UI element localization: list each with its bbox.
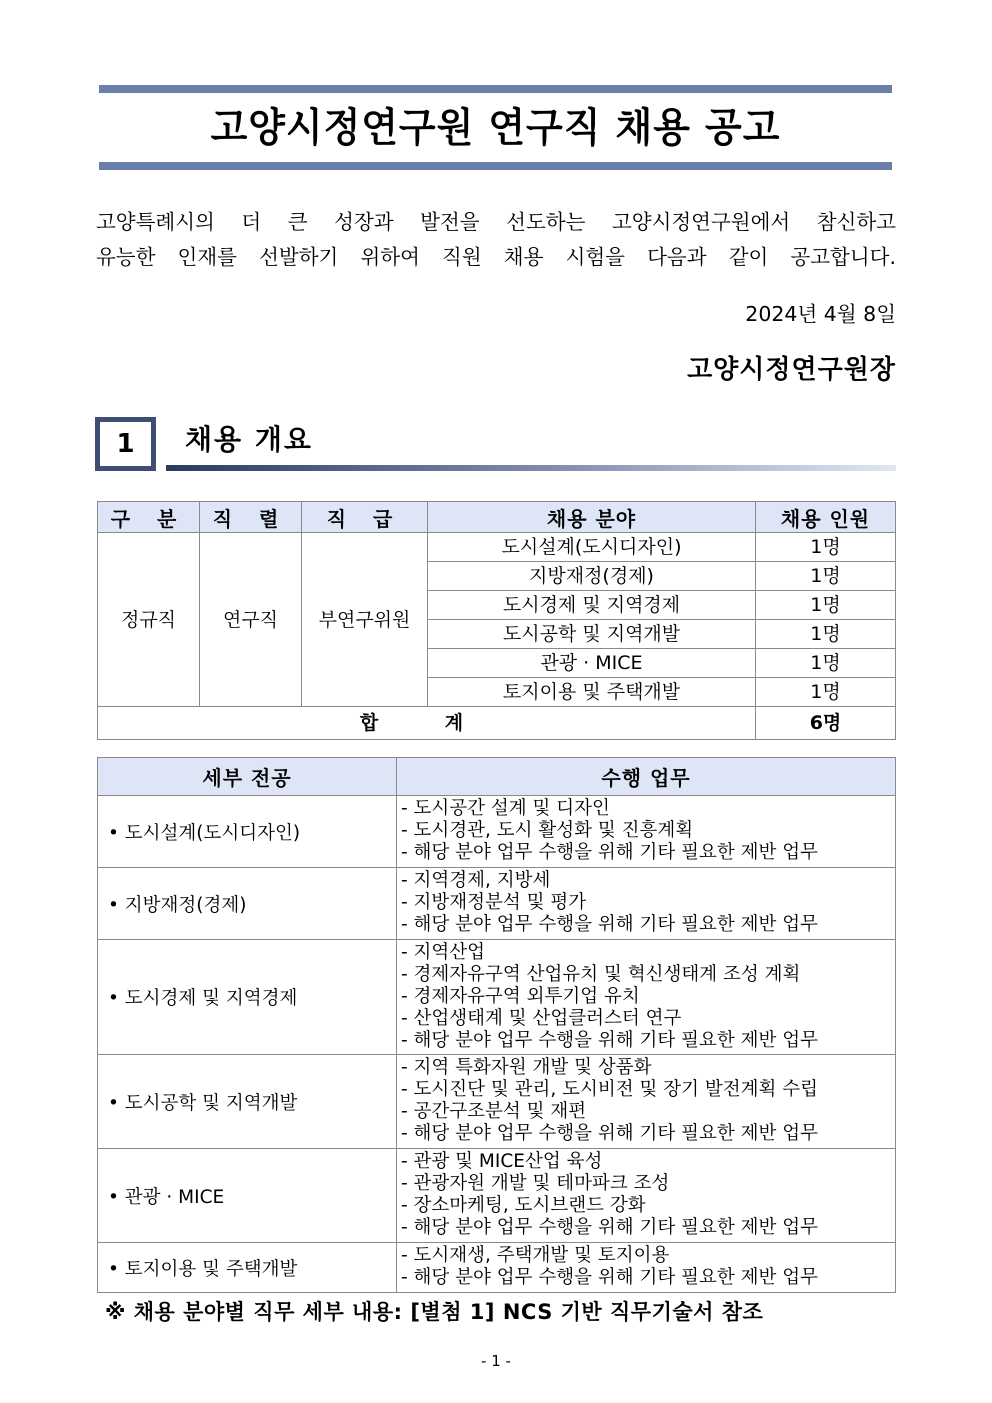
count-cell: 1명 [756, 591, 896, 620]
table-row [98, 1243, 896, 1293]
document-title: 고양시정연구원 연구직 채용 공고 [210, 105, 781, 151]
intro-line-1: 고양특례시의 더 큰 성장과 발전을 선도하는 고양시정연구원에서 참신하고 [96, 210, 896, 234]
page-number: - 1 - [481, 1352, 511, 1370]
duty-item: - 해당 분야 업무 수행을 위해 기타 필요한 제반 업무 [401, 1030, 819, 1051]
duty-item: - 지역 특화자원 개발 및 상품화 [401, 1057, 652, 1078]
total-row [98, 707, 896, 740]
total-count: 6명 [756, 707, 896, 740]
count-cell: 1명 [756, 649, 896, 678]
duty-item: - 도시진단 및 관리, 도시비전 및 장기 발전계획 수립 [401, 1079, 819, 1100]
table-row [98, 796, 896, 868]
header-major: 세부 전공 [98, 758, 397, 796]
section-underline [166, 465, 896, 471]
header-duties: 수행 업무 [397, 758, 896, 796]
overview-header-row [98, 502, 896, 533]
duty-item: - 지방재정분석 및 평가 [401, 892, 587, 913]
count-cell: 1명 [756, 678, 896, 707]
duty-item: - 공간구조분석 및 재편 [401, 1101, 587, 1122]
duty-item: - 경제자유구역 산업유치 및 혁신생태계 조성 계획 [401, 964, 801, 985]
duty-item: - 지역산업 [401, 942, 486, 963]
field-cell: 관광 · MICE [428, 649, 756, 678]
section-title: 채용 개요 [185, 423, 313, 456]
major-cell: • 도시설계(도시디자인) [98, 796, 397, 868]
duty-item: - 경제자유구역 외투기업 유치 [401, 986, 640, 1007]
duty-item: - 해당 분야 업무 수행을 위해 기타 필요한 제반 업무 [401, 1217, 819, 1238]
announcement-date: 2024년 4월 8일 [745, 302, 896, 326]
major-cell: • 관광 · MICE [98, 1149, 397, 1243]
field-cell: 도시경제 및 지역경제 [428, 591, 756, 620]
table-row [98, 533, 896, 562]
duties-cell [397, 1055, 896, 1149]
header-series: 직 렬 [200, 502, 302, 533]
signer: 고양시정연구원장 [687, 355, 896, 385]
job-series: 연구직 [200, 533, 302, 707]
duties-cell [397, 1243, 896, 1293]
duties-cell [397, 940, 896, 1055]
duty-item: - 지역경제, 지방세 [401, 870, 551, 891]
duty-item: - 해당 분야 업무 수행을 위해 기타 필요한 제반 업무 [401, 1267, 819, 1288]
field-cell: 지방재정(경제) [428, 562, 756, 591]
duty-table [97, 757, 896, 1293]
duty-item: - 도시공간 설계 및 디자인 [401, 798, 610, 819]
major-cell: • 토지이용 및 주택개발 [98, 1243, 397, 1293]
total-label: 합 계 [98, 707, 756, 740]
major-cell: • 도시공학 및 지역개발 [98, 1055, 397, 1149]
count-cell: 1명 [756, 533, 896, 562]
duty-item: - 도시재생, 주택개발 및 토지이용 [401, 1245, 670, 1266]
title-bar-bottom [99, 162, 892, 170]
duty-item: - 관광 및 MICE산업 육성 [401, 1151, 603, 1172]
duty-item: - 해당 분야 업무 수행을 위해 기타 필요한 제반 업무 [401, 842, 819, 863]
intro-line-2: 유능한 인재를 선발하기 위하여 직원 채용 시험을 다음과 같이 공고합니다. [96, 245, 896, 269]
section-number: 1 [116, 429, 135, 459]
duties-cell [397, 796, 896, 868]
field-cell: 도시설계(도시디자인) [428, 533, 756, 562]
duty-item: - 산업생태계 및 산업클러스터 연구 [401, 1008, 682, 1029]
overview-table [97, 501, 896, 740]
duty-item: - 해당 분야 업무 수행을 위해 기타 필요한 제반 업무 [401, 914, 819, 935]
employment-type: 정규직 [98, 533, 200, 707]
duty-item: - 장소마케팅, 도시브랜드 강화 [401, 1195, 646, 1216]
duty-item: - 해당 분야 업무 수행을 위해 기타 필요한 제반 업무 [401, 1123, 819, 1144]
count-cell: 1명 [756, 562, 896, 591]
table-row [98, 868, 896, 940]
reference-note: ※ 채용 분야별 직무 세부 내용: [별첨 1] NCS 기반 직무기술서 참조 [105, 1300, 764, 1324]
header-grade: 직 급 [302, 502, 428, 533]
table-row [98, 1149, 896, 1243]
table-row [98, 940, 896, 1055]
header-count: 채용 인원 [756, 502, 896, 533]
field-cell: 토지이용 및 주택개발 [428, 678, 756, 707]
major-cell: • 도시경제 및 지역경제 [98, 940, 397, 1055]
major-cell: • 지방재정(경제) [98, 868, 397, 940]
count-cell: 1명 [756, 620, 896, 649]
duties-cell [397, 868, 896, 940]
header-field: 채용 분야 [428, 502, 756, 533]
duty-item: - 도시경관, 도시 활성화 및 진흥계획 [401, 820, 694, 841]
title-bar-top [99, 85, 892, 93]
field-cell: 도시공학 및 지역개발 [428, 620, 756, 649]
table-row [98, 1055, 896, 1149]
duty-item: - 관광자원 개발 및 테마파크 조성 [401, 1173, 670, 1194]
section-number-box [95, 417, 156, 471]
job-grade: 부연구위원 [302, 533, 428, 707]
header-type: 구 분 [98, 502, 200, 533]
duty-header-row [98, 758, 896, 796]
duties-cell [397, 1149, 896, 1243]
